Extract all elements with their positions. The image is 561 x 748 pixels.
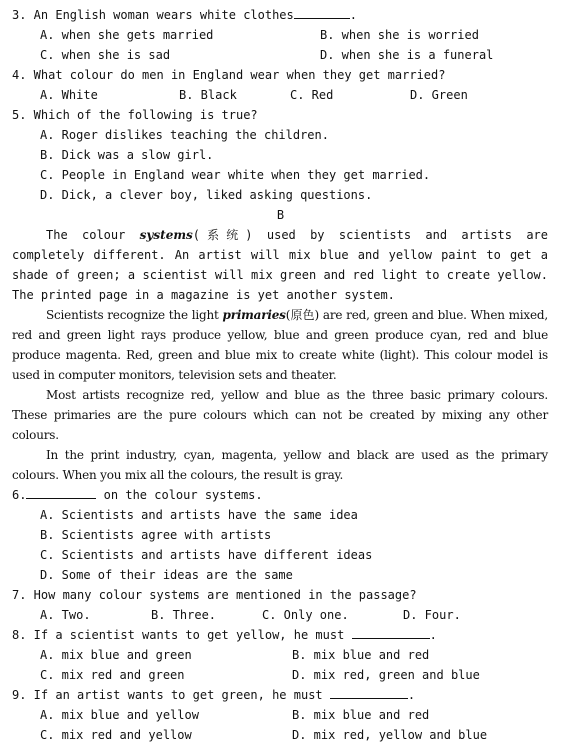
option-7d[interactable]: D. Four. xyxy=(403,608,461,622)
option-4c[interactable]: C. Red xyxy=(290,88,334,102)
option-4b[interactable]: B. Black xyxy=(179,88,237,102)
option-7c[interactable]: C. Only one. xyxy=(262,608,349,622)
option-5a[interactable]: A. Roger dislikes teaching the children. xyxy=(40,128,329,142)
option-9d[interactable]: D. mix red, yellow and blue xyxy=(292,728,488,742)
option-6c[interactable]: C. Scientists and artists have different ideas xyxy=(40,548,373,562)
option-3d[interactable]: D. when she is a funeral xyxy=(320,48,494,62)
gloss-note: (系统) xyxy=(192,228,253,242)
option-5c[interactable]: C. People in England wear white when they get married. xyxy=(40,168,431,182)
option-6d[interactable]: D. Some of their ideas are the same xyxy=(40,568,293,582)
question-3-stem: 3. An English woman wears white clothes . xyxy=(12,8,357,22)
option-9c[interactable]: C. mix red and yellow xyxy=(40,728,192,742)
option-3a[interactable]: A. when she gets married xyxy=(40,28,214,42)
option-5d[interactable]: D. Dick, a clever boy, liked asking questions. xyxy=(40,188,373,202)
option-8b[interactable]: B. mix blue and red xyxy=(292,648,430,662)
passage-paragraph-2: Scientists recognize the light primaries(原色) are red, green and blue. When mixed, red and green light rays produce yellow, blue and green produce cyan, red and blue produce magenta. Red, green and blue mix to create white (light). This colour model is used in computer monitors, television sets and theater. xyxy=(12,308,548,382)
option-5b[interactable]: B. Dick was a slow girl. xyxy=(40,148,214,162)
question-9-stem: 9. If an artist wants to get green, he must . xyxy=(12,688,416,702)
glossed-term-primaries: primaries xyxy=(222,308,286,322)
option-9a[interactable]: A. mix blue and yellow xyxy=(40,708,199,722)
option-4a[interactable]: A. White xyxy=(40,88,98,102)
answer-blank[interactable] xyxy=(294,6,350,19)
option-3c[interactable]: C. when she is sad xyxy=(40,48,171,62)
passage-paragraph-3: Most artists recognize red, yellow and blue as the three basic primary colours. These primaries are the pure colours which can not be created by mixing any other colours. xyxy=(12,388,548,442)
option-7b[interactable]: B. Three. xyxy=(151,608,217,622)
question-8-stem: 8. If a scientist wants to get yellow, he must . xyxy=(12,628,437,642)
section-label: B xyxy=(276,208,285,222)
answer-blank[interactable] xyxy=(26,486,96,499)
option-4d[interactable]: D. Green xyxy=(410,88,468,102)
question-3-text: 3. An English woman wears white clothes xyxy=(12,8,294,22)
glossed-term-systems: systems xyxy=(139,228,193,242)
option-6a[interactable]: A. Scientists and artists have the same idea xyxy=(40,508,358,522)
option-8a[interactable]: A. mix blue and green xyxy=(40,648,192,662)
passage-paragraph-4: In the print industry, cyan, magenta, yellow and black are used as the primary colours. When you mix all the colours, the result is gray. xyxy=(12,448,548,482)
option-6b[interactable]: B. Scientists agree with artists xyxy=(40,528,272,542)
passage-paragraph-1: The colour systems(系统) used by scientists and artists are completely different. An artist will mix blue and yellow paint to get a shade of green; a scientist will mix green and red light to create yellow. The printed page in a magazine is yet another system. xyxy=(12,228,548,302)
option-8d[interactable]: D. mix red, green and blue xyxy=(292,668,480,682)
option-8c[interactable]: C. mix red and green xyxy=(40,668,185,682)
answer-blank[interactable] xyxy=(330,686,408,699)
answer-blank[interactable] xyxy=(352,626,430,639)
question-4-stem: 4. What colour do men in England wear when they get married? xyxy=(12,68,446,82)
option-3b[interactable]: B. when she is worried xyxy=(320,28,479,42)
option-7a[interactable]: A. Two. xyxy=(40,608,91,622)
question-7-stem: 7. How many colour systems are mentioned in the passage? xyxy=(12,588,417,602)
question-5-stem: 5. Which of the following is true? xyxy=(12,108,258,122)
option-9b[interactable]: B. mix blue and red xyxy=(292,708,430,722)
gloss-note: (原色) xyxy=(285,308,320,322)
question-6-stem: 6. on the colour systems. xyxy=(12,488,263,502)
